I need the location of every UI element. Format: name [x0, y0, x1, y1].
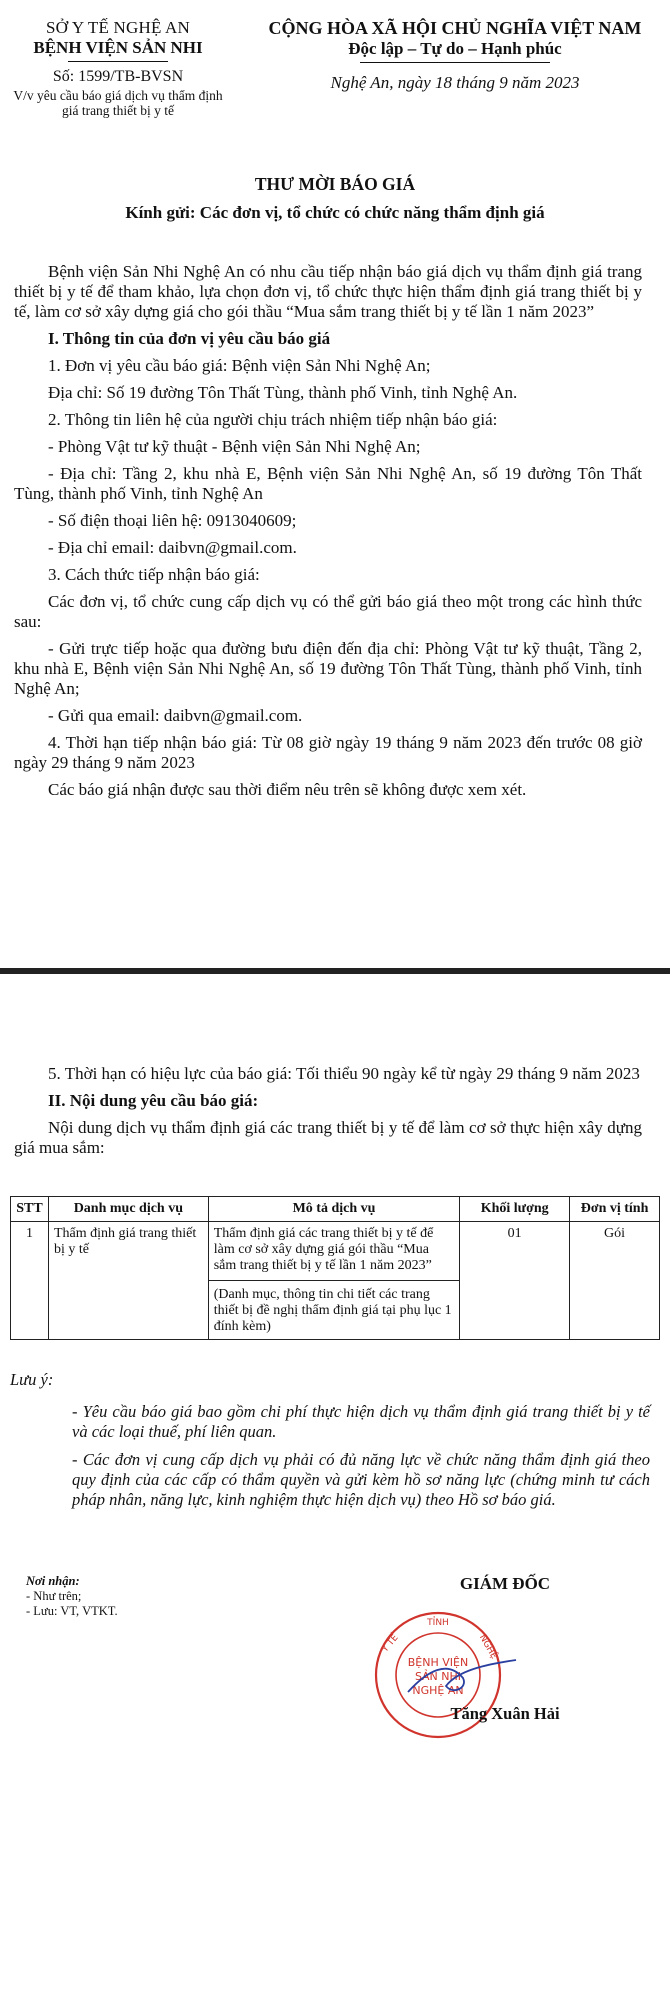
seal-line-3: NGHỆ AN [412, 1684, 464, 1697]
col-header-service: Danh mục dịch vụ [48, 1197, 208, 1222]
issuer-underline [68, 61, 168, 62]
paragraph: Các báo giá nhận được sau thời điểm nêu trên sẽ không được xem xét. [48, 780, 527, 799]
intro-paragraph: Bệnh viện Sản Nhi Nghệ An có nhu cầu tiếp nhận báo giá dịch vụ thẩm định giá trang thiết bị y tế để tham khảo, lựa chọn đơn vị, tổ chức thực hiện thẩm định giá trang thiết bị y tế, làm cơ sở xây dựng giá cho gói thầu “Mua sắm trang thiết bị y tế lần 1 năm 2023” [14, 262, 642, 321]
paragraph: - Địa chỉ: Tầng 2, khu nhà E, Bệnh viện Sản Nhi Nghệ An, số 19 đường Tôn Thất Tùng, thành phố Vinh, tỉnh Nghệ An [14, 464, 642, 503]
section-1-heading: I. Thông tin của đơn vị yêu cầu báo giá [48, 329, 331, 348]
seal-line-2: SẢN NHI [415, 1670, 461, 1683]
cell-description [208, 1222, 460, 1340]
note-item: - Các đơn vị cung cấp dịch vụ phải có đủ năng lực về chức năng thẩm định giá theo quy định của các cấp có thẩm quyền và gửi kèm hồ sơ năng lực (chứng minh tư cách pháp nhân, năng lực, kinh nghiệm thực hiện dịch vụ) theo Hồ sơ báo giá. [72, 1450, 650, 1509]
description-note: (Danh mục, thông tin chi tiết các trang thiết bị đề nghị thẩm định giá tại phụ lục 1 đính kèm) [209, 1280, 460, 1335]
document-subject: V/v yêu cầu báo giá dịch vụ thẩm định giá trang thiết bị y tế [13, 88, 223, 118]
recipients-block [26, 1574, 118, 1619]
section-2-heading: II. Nội dung yêu cầu báo giá: [48, 1091, 259, 1110]
seal-right-text: NGHỆ [476, 1633, 499, 1661]
cell-unit: Gói [570, 1222, 660, 1340]
national-motto: Độc lập – Tự do – Hạnh phúc [348, 39, 562, 58]
cell-quantity: 01 [460, 1222, 570, 1340]
col-header-description: Mô tả dịch vụ [208, 1197, 460, 1222]
issuer-block [8, 18, 228, 118]
paragraph: 1. Đơn vị yêu cầu báo giá: Bệnh viện Sản Nhi Nghệ An; [48, 356, 431, 375]
document-body-page-2 [14, 1064, 642, 1165]
paragraph: Địa chỉ: Số 19 đường Tôn Thất Tùng, thành phố Vinh, tỉnh Nghệ An. [48, 383, 518, 402]
official-seal [368, 1600, 518, 1750]
document-date: Nghệ An, ngày 18 tháng 9 năm 2023 [330, 73, 580, 92]
description-main: Thẩm định giá các trang thiết bị y tế để làm cơ sở xây dựng giá gói thầu “Mua sắm trang thiết bị y tế lần 1 năm 2023” [213, 1226, 434, 1273]
document-number: Số: 1599/TB-BVSN [52, 68, 184, 85]
validity-paragraph: 5. Thời hạn có hiệu lực của báo giá: Tối thiểu 90 ngày kể từ ngày 29 tháng 9 năm 2023 [48, 1064, 640, 1083]
section-2-intro: Nội dung dịch vụ thẩm định giá các trang thiết bị y tế để làm cơ sở thực hiện xây dựng giá mua sắm: [14, 1118, 642, 1157]
cell-stt: 1 [11, 1222, 49, 1340]
cell-service: Thẩm định giá trang thiết bị y tế [48, 1222, 208, 1340]
paragraph: 3. Cách thức tiếp nhận báo giá: [48, 565, 260, 584]
country-name: CỘNG HÒA XÃ HỘI CHỦ NGHĨA VIỆT NAM [268, 18, 642, 38]
recipient-item: - Lưu: VT, VTKT. [26, 1604, 118, 1618]
col-header-stt: STT [11, 1197, 49, 1222]
paragraph: 4. Thời hạn tiếp nhận báo giá: Từ 08 giờ ngày 19 tháng 9 năm 2023 đến trước 08 giờ ngày 29 tháng 9 năm 2023 [14, 733, 642, 772]
seal-line-1: BỆNH VIỆN [407, 1656, 469, 1669]
note-item: - Yêu cầu báo giá bao gồm chi phí thực hiện dịch vụ thẩm định giá trang thiết bị y tế và các loại thuế, phí liên quan. [72, 1402, 650, 1441]
col-header-unit: Đơn vị tính [570, 1197, 660, 1222]
col-header-quantity: Khối lượng [460, 1197, 570, 1222]
table-header-row [11, 1197, 660, 1222]
seal-top-text: TỈNH [427, 1618, 449, 1628]
table-row [11, 1222, 660, 1340]
paragraph: - Địa chỉ email: daibvn@gmail.com. [48, 538, 297, 557]
service-table [10, 1196, 660, 1340]
seal-left-text: Y TẾ [380, 1633, 401, 1655]
signer-position: GIÁM ĐỐC [459, 1574, 551, 1593]
paragraph: - Gửi trực tiếp hoặc qua đường bưu điện đến địa chỉ: Phòng Vật tư kỹ thuật, Tầng 2, khu nhà E, Bệnh viện Sản Nhi Nghệ An, số 19 đường Tôn Thất Tùng, thành phố Vinh, tỉnh Nghệ An; [14, 639, 642, 698]
national-header [240, 18, 670, 93]
document-body-page-1 [14, 262, 642, 807]
paragraph: - Số điện thoại liên hệ: 0913040609; [48, 511, 297, 530]
ministry-name: SỞ Y TẾ NGHỆ AN [45, 18, 191, 37]
recipient-item: - Như trên; [26, 1589, 82, 1603]
paragraph: - Phòng Vật tư kỹ thuật - Bệnh viện Sản Nhi Nghệ An; [48, 437, 421, 456]
hospital-name: BỆNH VIỆN SẢN NHI [33, 38, 203, 57]
notes-label: Lưu ý: [10, 1370, 54, 1389]
paragraph: - Gửi qua email: daibvn@gmail.com. [48, 706, 303, 725]
document-title: THƯ MỜI BÁO GIÁ [254, 174, 416, 194]
paragraph: Các đơn vị, tổ chức cung cấp dịch vụ có thể gửi báo giá theo một trong các hình thức sau: [14, 592, 642, 631]
paragraph: 2. Thông tin liên hệ của người chịu trách nhiệm tiếp nhận báo giá: [48, 410, 498, 429]
document-page-1 [0, 0, 670, 968]
recipients-title: Nơi nhận: [26, 1574, 80, 1588]
greeting: Kính gửi: Các đơn vị, tổ chức có chức năng thẩm định giá [125, 203, 545, 222]
signer-name: Tăng Xuân Hải [450, 1704, 560, 1723]
notes-block [10, 1370, 650, 1518]
motto-underline [360, 62, 550, 63]
